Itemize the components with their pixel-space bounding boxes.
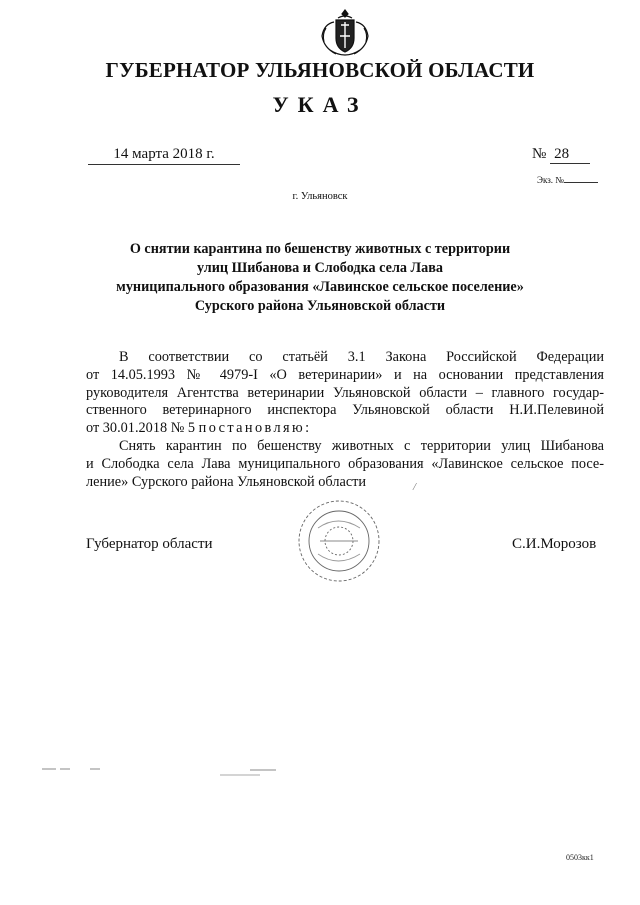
- body-line: Снять карантин по бешенству животных с территории улиц Шибанова: [119, 437, 604, 454]
- body-line-decree: [86, 420, 604, 438]
- heading-line: муниципального образования «Лавинское сельское поселение»: [116, 279, 524, 295]
- round-stamp-icon: [296, 498, 382, 584]
- body-line: ление» Сурского района Ульяновской области: [86, 473, 367, 490]
- signer-role: Губернатор области: [86, 536, 213, 552]
- document-body: [86, 349, 604, 491]
- document-heading: [80, 240, 560, 316]
- document-type: УКАЗ: [272, 92, 368, 117]
- signer-name: С.И.Морозов: [512, 536, 597, 552]
- handwritten-mark: /: [413, 481, 417, 493]
- body-line: В соответствии со статьёй 3.1 Закона Российской Федерации: [119, 349, 604, 365]
- copy-number-blank: [564, 182, 598, 183]
- heading-line: Сурского района Ульяновской области: [194, 298, 446, 314]
- document-number-field: [532, 146, 602, 164]
- document-city: г. Ульяновск: [292, 191, 348, 202]
- body-line: руководителя Агентства ветеринарии Ульяновской области – главного государ-: [86, 384, 604, 401]
- scan-artifact: [40, 766, 280, 778]
- heading-line: О снятии карантина по бешенству животных с территории: [129, 241, 511, 257]
- document-date: 14 марта 2018 г.: [88, 146, 240, 165]
- copy-label: Экз. №: [537, 175, 564, 185]
- number-label: №: [532, 146, 547, 162]
- body-line: и Слободка села Лава муниципального образования «Лавинское сельское посе-: [86, 455, 604, 472]
- decree-word: постановляю:: [198, 420, 312, 437]
- footer-code: 0503кк1: [566, 853, 594, 862]
- body-line: от 30.01.2018 № 5: [86, 420, 196, 437]
- document-number: 28: [550, 146, 590, 164]
- copy-number-field: [537, 175, 598, 185]
- issuer-title: ГУБЕРНАТОР УЛЬЯНОВСКОЙ ОБЛАСТИ: [105, 58, 535, 82]
- coat-of-arms-icon: [316, 6, 374, 62]
- body-line: от 14.05.1993 № 4979-I «О ветеринарии» и на основании представления: [86, 366, 604, 383]
- heading-line: улиц Шибанова и Слободка села Лава: [197, 260, 443, 276]
- body-line: ственного ветеринарного инспектора Ульяновской области Н.И.Пелевиной: [86, 402, 604, 419]
